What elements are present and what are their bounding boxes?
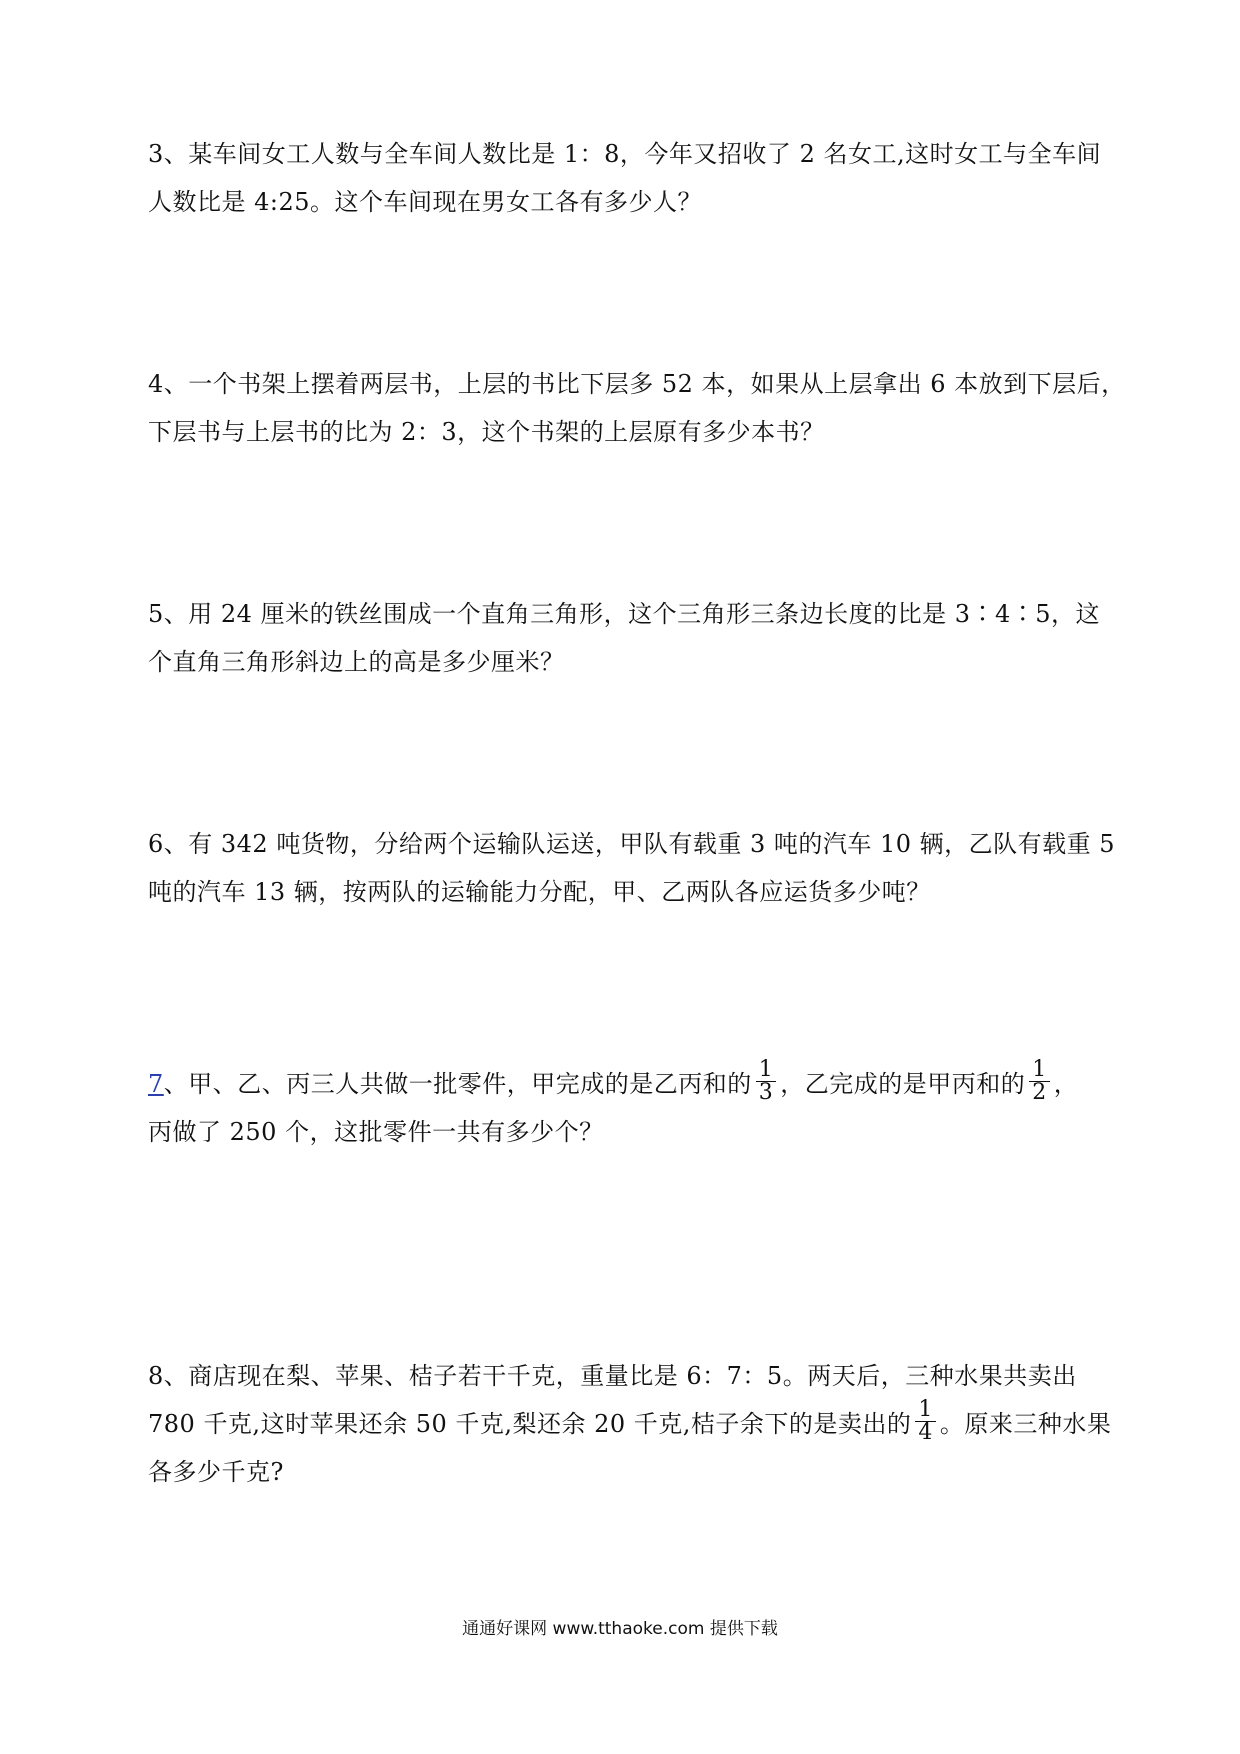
question-6-line-2: 吨的汽车 13 辆，按两队的运输能力分配，甲、乙两队各应运货多少吨？ (148, 878, 931, 906)
question-8-line-3: 各多少千克? (148, 1458, 284, 1486)
question-7-line-1 (148, 1057, 1098, 1108)
question-4-line-2: 下层书与上层书的比为 2：3，这个书架的上层原有多少本书？ (148, 418, 825, 446)
question-5-line-2: 个直角三角形斜边上的高是多少厘米？ (148, 648, 565, 676)
question-8-text-b: 。原来三种水果 (939, 1410, 1112, 1438)
page-footer: 通通好课网 www.tthaoke.com 提供下载 (462, 1619, 778, 1639)
question-7-number-link[interactable]: 7 (148, 1070, 164, 1098)
question-3-line-2: 人数比是 4:25。这个车间现在男女工各有多少人？ (148, 188, 703, 216)
question-8 (148, 1352, 1112, 1496)
question-7-line-2: 丙做了 250 个，这批零件一共有多少个？ (148, 1118, 604, 1146)
fraction-one-quarter (915, 1399, 936, 1444)
question-8-line-2 (148, 1397, 1112, 1448)
fraction-numerator: 1 (918, 1397, 933, 1422)
fraction-numerator: 1 (1032, 1057, 1047, 1082)
fraction-one-third (756, 1059, 777, 1104)
question-6 (148, 820, 1116, 916)
question-4 (148, 360, 1126, 456)
question-3 (148, 130, 1102, 226)
question-6-line-1: 6、有 342 吨货物，分给两个运输队运送，甲队有载重 3 吨的汽车 10 辆，乙队有载重 5 (148, 830, 1116, 858)
question-4-line-1: 4、一个书架上摆着两层书，上层的书比下层多 52 本，如果从上层拿出 6 本放到下层后， (148, 370, 1126, 398)
question-7-text-a: 、甲、乙、丙三人共做一批零件，甲完成的是乙丙和的 (163, 1070, 752, 1098)
question-8-line-1: 8、商店现在梨、苹果、桔子若干千克，重量比是 6：7：5。两天后，三种水果共卖出 (148, 1362, 1077, 1390)
fraction-denominator: 3 (758, 1080, 774, 1105)
fraction-one-half (1029, 1059, 1050, 1104)
question-7-text-b: ，乙完成的是甲丙和的 (780, 1070, 1026, 1098)
question-5-line-1: 5、用 24 厘米的铁丝围成一个直角三角形，这个三角形三条边长度的比是 3∶4∶5，这 (148, 600, 1101, 628)
fraction-numerator: 1 (758, 1057, 774, 1082)
question-3-line-1: 3、某车间女工人数与全车间人数比是 1：8，今年又招收了 2 名女工,这时女工与全车间 (148, 140, 1102, 168)
fraction-denominator: 4 (918, 1420, 933, 1445)
question-7 (148, 1057, 1098, 1156)
fraction-denominator: 2 (1032, 1080, 1047, 1105)
question-5 (148, 590, 1101, 686)
question-8-text-a: 780 千克,这时苹果还余 50 千克,梨还余 20 千克,桔子余下的是卖出的 (148, 1410, 912, 1438)
question-7-text-c: ， (1053, 1070, 1079, 1098)
